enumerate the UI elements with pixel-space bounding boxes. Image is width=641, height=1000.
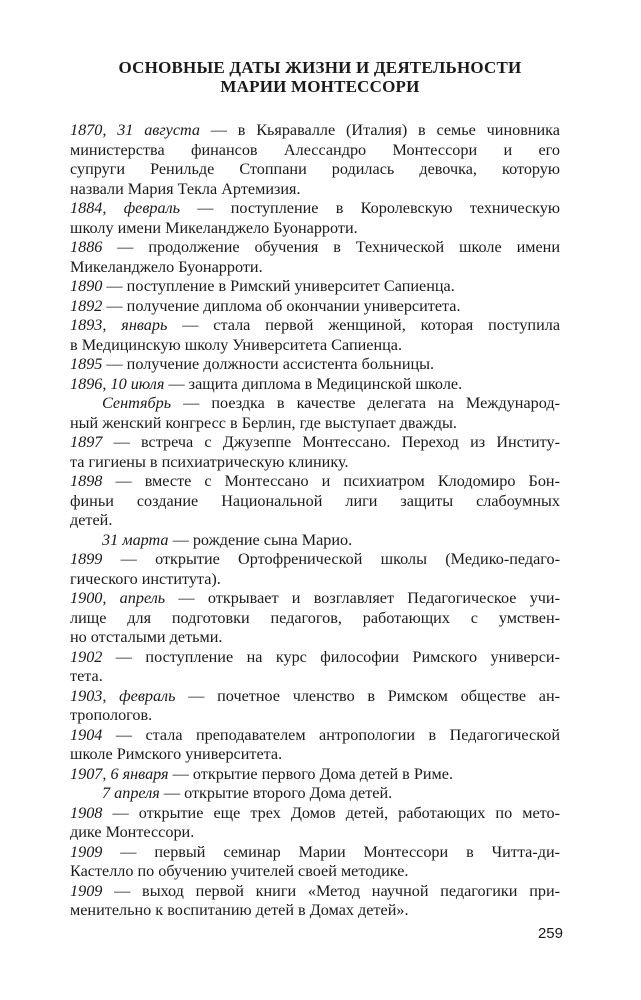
entry-first-line [70, 726, 560, 746]
entry-text: — продолжение обучения в Технической школе имени [102, 238, 560, 256]
entry-text: — первый семинар Марии Монтессори в Читта-ди- [102, 842, 560, 861]
entry-text: школу имени Микеланджело Буонарроти. [70, 218, 358, 237]
entry-first-line [70, 648, 560, 668]
entry-first-line [70, 394, 560, 414]
entry-continuation-line [70, 609, 560, 629]
entry-continuation-line [70, 180, 560, 200]
entry-text: — рождение сына Марио. [168, 530, 353, 549]
entry-text: финьи создание Национальной лиги защиты слабоумных [70, 491, 560, 510]
entry-continuation-line [70, 141, 560, 161]
entry-text: — открывает и возглавляет Педагогическое учи- [165, 589, 560, 607]
entry-date: 1908 [70, 803, 103, 822]
chronology-entry [70, 843, 560, 882]
entry-date: 1886 [70, 238, 103, 256]
chronology-entry [70, 316, 560, 355]
entry-continuation-line [70, 667, 560, 687]
entry-date: 1897 [70, 433, 103, 451]
page-number: 259 [537, 925, 563, 942]
entry-first-line [70, 199, 560, 219]
chronology-entry [70, 726, 560, 765]
entry-date: Сентябрь [102, 394, 172, 412]
chronology-entry [70, 472, 560, 531]
chronology-list [70, 121, 560, 921]
entry-date: 1896, 10 июля [70, 374, 165, 393]
entry-text: менительно к воспитанию детей в Домах детей». [70, 901, 409, 919]
chronology-entry [70, 297, 560, 317]
entry-first-line [70, 550, 560, 570]
entry-text: — поступление в Королевскую техническую [180, 199, 560, 217]
entry-continuation-line [70, 706, 560, 726]
chronology-entry [70, 199, 560, 238]
entry-continuation-line [70, 258, 560, 278]
entry-continuation-line [70, 745, 560, 765]
chronology-entry [70, 355, 560, 375]
entry-first-line [70, 121, 560, 141]
entry-date: 1900, апрель [70, 589, 166, 607]
entry-date: 1870, 31 августа [70, 121, 200, 139]
entry-first-line [70, 375, 560, 395]
chronology-entry [70, 550, 560, 589]
entry-text: та гигиены в психиатрическую клинику. [70, 452, 349, 471]
entry-text: Кастелло по обучению учителей своей методике. [70, 862, 409, 880]
chronology-entry [70, 238, 560, 277]
entry-text: назвали Мария Текла Артемизия. [70, 179, 301, 198]
entry-text: тропологов. [70, 706, 153, 724]
entry-date: 1884, февраль [70, 199, 181, 217]
entry-text: — в Кьяравалле (Италия) в семье чиновника [199, 121, 560, 139]
entry-first-line [70, 277, 560, 297]
chronology-entry [70, 589, 560, 648]
entry-text: — встреча с Джузеппе Монтессано. Переход из Институ- [102, 433, 560, 451]
entry-text: — стала первой женщиной, которая поступила [167, 316, 560, 334]
entry-date: 7 апреля [102, 784, 160, 802]
chapter-title [70, 58, 570, 96]
entry-text: — открытие Ортофренической школы (Медико-педаго- [102, 550, 560, 568]
entry-first-line [70, 531, 560, 551]
entry-first-line [70, 784, 560, 804]
entry-text: детей. [70, 511, 113, 529]
entry-date: 1890 [70, 277, 103, 295]
entry-first-line [70, 238, 560, 258]
entry-first-line [70, 804, 560, 824]
entry-first-line [70, 316, 560, 336]
entry-date: 31 марта [102, 530, 169, 549]
entry-date: 1903, февраль [70, 686, 176, 705]
entry-text: — открытие первого Дома детей в Риме. [168, 764, 453, 783]
entry-date: 1904 [70, 725, 103, 744]
entry-continuation-line [70, 570, 560, 590]
entry-text: — открытие еще трех Домов детей, работающих по мето- [102, 803, 560, 822]
entry-text: лище для подготовки педагогов, работающих с умствен- [70, 608, 560, 627]
entry-text: Микеланджело Буонарроти. [70, 257, 263, 276]
entry-date: 1893, январь [70, 316, 168, 334]
entry-text: — защита диплома в Медицинской школе. [164, 374, 463, 393]
entry-continuation-line [70, 628, 560, 648]
chronology-entry [70, 687, 560, 726]
entry-first-line [70, 765, 560, 785]
entry-date: 1899 [70, 550, 103, 568]
entry-text: — вместе с Монтессано и психиатром Клодомиро Бон- [102, 472, 560, 490]
entry-text: ный женский конгресс в Берлин, где выступает дважды. [70, 413, 457, 432]
entry-continuation-line [70, 453, 560, 473]
chronology-entry [70, 277, 560, 297]
entry-text: — стала преподавателем антропологии в Педагогической [102, 725, 560, 744]
chronology-entry [70, 121, 560, 199]
entry-date: 1907, 6 января [70, 764, 169, 783]
chronology-entry [70, 433, 560, 472]
entry-continuation-line [70, 901, 560, 921]
chronology-entry [70, 765, 560, 785]
entry-date: 1909 [70, 881, 103, 900]
chronology-entry [70, 882, 560, 921]
entry-text: тета. [70, 667, 103, 685]
entry-text: супруги Ренильде Стоппани родилась девочка, которую [70, 160, 560, 178]
entry-text: дике Монтессори. [70, 823, 195, 841]
entry-first-line [70, 589, 560, 609]
entry-first-line [70, 355, 560, 375]
entry-continuation-line [70, 336, 560, 356]
chronology-entry [70, 394, 560, 433]
entry-text: — поступление в Римский университет Сапиенца. [102, 277, 455, 295]
entry-text: но отсталыми детьми. [70, 628, 223, 646]
entry-text: — поездка в качестве делегата на Международ- [171, 394, 560, 412]
entry-text: школе Римского университета. [70, 745, 283, 763]
entry-first-line [70, 433, 560, 453]
entry-first-line [70, 687, 560, 707]
entry-date: 1898 [70, 472, 103, 490]
entry-date: 1892 [70, 296, 103, 315]
chronology-entry [70, 648, 560, 687]
chapter-title-line-1: ОСНОВНЫЕ ДАТЫ ЖИЗНИ И ДЕЯТЕЛЬНОСТИ [118, 58, 522, 77]
entry-text: — получение должности ассистента больницы. [102, 355, 435, 373]
chronology-entry [70, 804, 560, 843]
entry-text: гического института). [70, 569, 221, 588]
entry-continuation-line [70, 160, 560, 180]
entry-text: в Медицинскую школу Университета Сапиенца. [70, 335, 403, 354]
entry-first-line [70, 297, 560, 317]
entry-continuation-line [70, 511, 560, 531]
entry-first-line [70, 843, 560, 863]
chronology-entry [70, 375, 560, 395]
entry-continuation-line [70, 862, 560, 882]
entry-date: 1895 [70, 355, 103, 373]
entry-first-line [70, 882, 560, 902]
entry-text: министерства финансов Алессандро Монтессори и его [70, 140, 560, 159]
entry-text: — открытие второго Дома детей. [159, 784, 393, 802]
chronology-entry [70, 531, 560, 551]
entry-continuation-line [70, 414, 560, 434]
entry-first-line [70, 472, 560, 492]
entry-continuation-line [70, 492, 560, 512]
chapter-title-line-2: МАРИИ МОНТЕССОРИ [220, 77, 420, 96]
entry-text: — получение диплома об окончании университета. [102, 296, 461, 315]
entry-date: 1902 [70, 647, 103, 666]
entry-text: — выход первой книги «Метод научной педагогики при- [102, 881, 560, 900]
entry-text: — почетное членство в Римском обществе ан- [175, 686, 560, 705]
entry-text: — поступление на курс философии Римского универси- [102, 647, 560, 666]
entry-date: 1909 [70, 842, 103, 861]
entry-continuation-line [70, 823, 560, 843]
chronology-entry [70, 784, 560, 804]
entry-continuation-line [70, 219, 560, 239]
